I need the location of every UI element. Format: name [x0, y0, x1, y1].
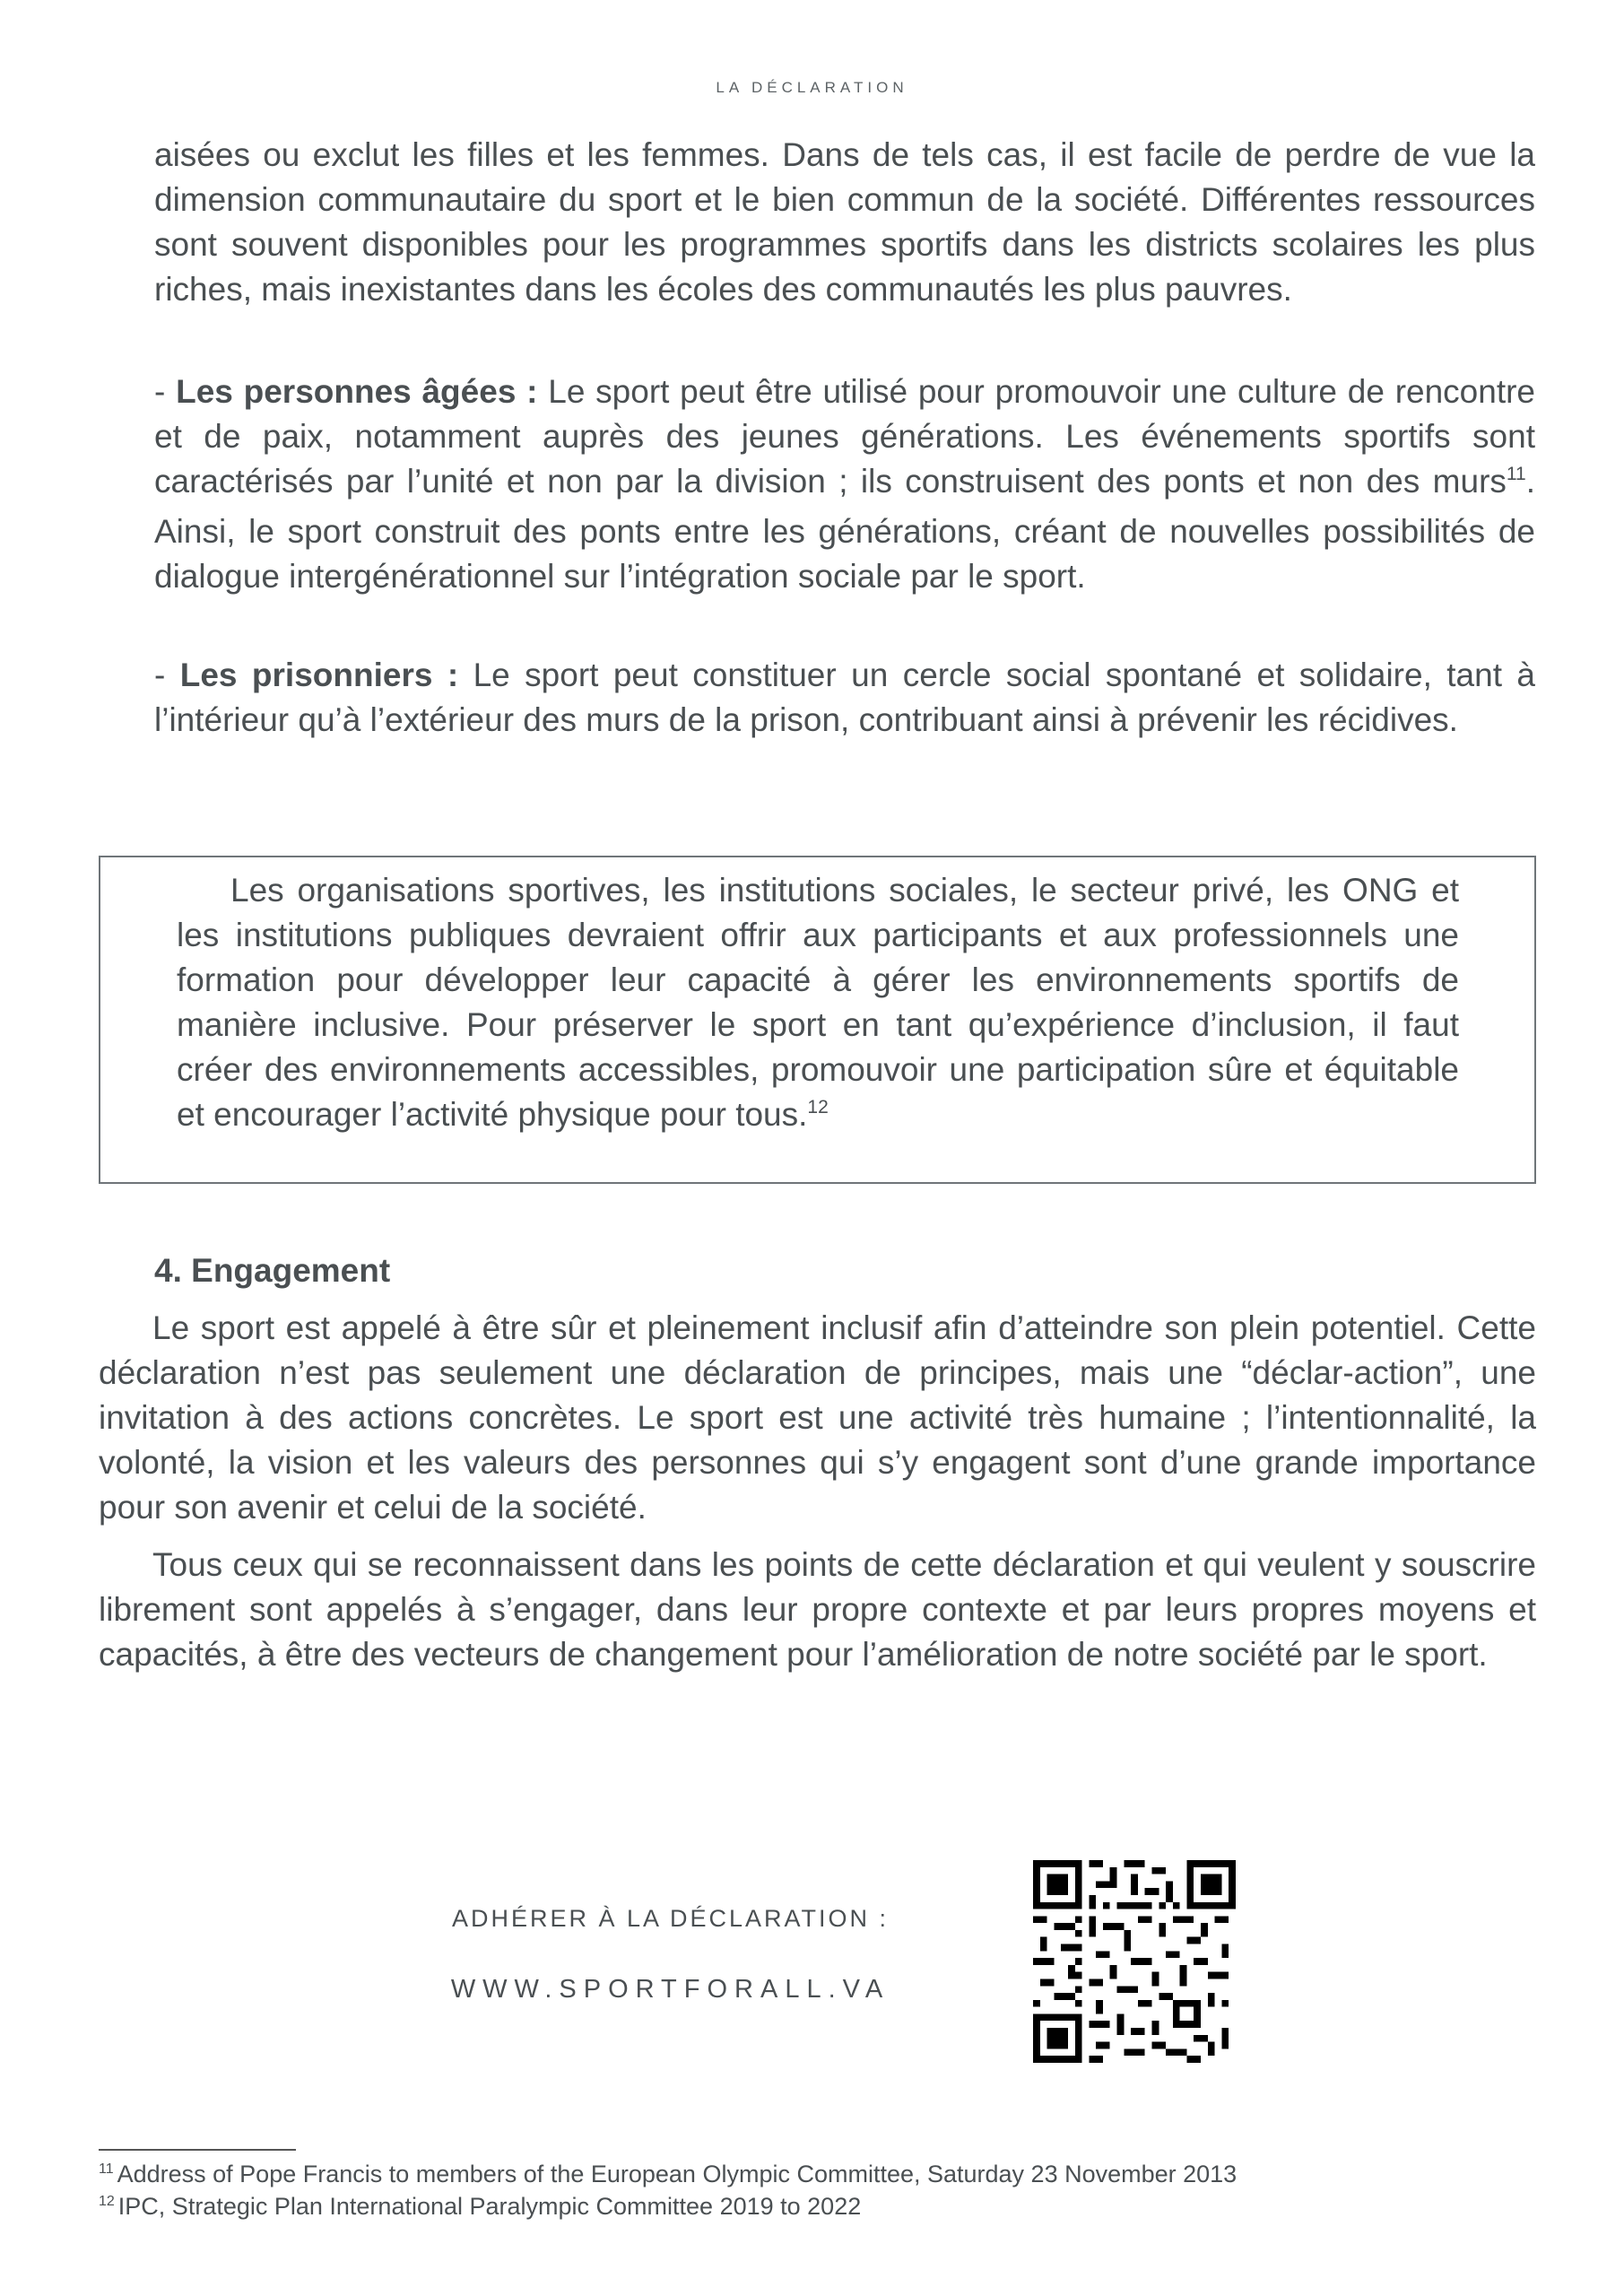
footnote-ref-11[interactable]: 11 [1506, 464, 1526, 484]
bullet-dash: - [154, 657, 180, 693]
label-prisoners: Les prisonniers : [179, 657, 459, 693]
paragraph-elderly [154, 370, 1535, 599]
paragraph-prisoners [154, 653, 1535, 743]
footnote-number: 12 [99, 2194, 115, 2209]
engagement-paragraph-2: Tous ceux qui se reconnaissent dans les points de cette déclaration et qui veulent y souscrire librement sont appelés à s’engager, dans leur propre contexte et par leurs propres moyens et capacités, à être des vecteurs de changement pour l’amélioration de notre société par le sport. [99, 1546, 1536, 1673]
footnote-text: IPC, Strategic Plan International Paralympic Committee 2019 to 2022 [117, 2193, 862, 2220]
qr-code-icon[interactable] [1033, 1860, 1236, 2063]
quote-text [177, 868, 1459, 1143]
bullet-dash: - [154, 373, 177, 410]
elderly-text-continued: . Ainsi, le sport construit des ponts entre les générations, créant de nouvelles possibilités de dialogue intergénérationnel sur l’intégration sociale par le sport. [154, 463, 1535, 595]
engagement-paragraph-1: Le sport est appelé à être sûr et pleinement inclusif afin d’atteindre son plein potentiel. Cette déclaration n’est pas seulement une déclaration de principes, mais une “déclar-action”, une invitation à des actions concrètes. Le sport est une activité très humaine ; l’intentionnalité, la volonté, la vision et les valeurs des personnes qui s’y engagent sont d’une grande importance pour son avenir et celui de la société. [99, 1309, 1536, 1526]
label-elderly: Les personnes âgées : [176, 373, 538, 410]
footnote-ref-12[interactable]: 12 [807, 1097, 829, 1118]
section-heading: 4. Engagement [154, 1252, 391, 1289]
prisoners-text: Le sport peut constituer un cercle social spontané et solidaire, tant à l’intérieur qu’à l’extérieur des murs de la prison, contribuant ainsi à prévenir les récidives. [154, 657, 1535, 738]
footnote-12 [99, 2190, 861, 2227]
footnote-text: Address of Pope Francis to members of the European Olympic Committee, Saturday 23 November 2013 [117, 2161, 1238, 2187]
adhere-label: ADHÉRER À LA DÉCLARATION : [451, 1905, 890, 1932]
quote-body: Les organisations sportives, les institutions sociales, le secteur privé, les ONG et les institutions publiques devraient offrir aux participants et aux professionnels une formation pour développer leur capacité à gérer les environnements sportifs de manière inclusive. Pour préserver le sport en tant qu’expérience d’inclusion, il faut créer des environnements accessibles, promouvoir une participation sûre et équitable et encourager l’activité physique pour tous. [177, 872, 1459, 1133]
adhere-url-link[interactable]: WWW.SPORTFORALL.VA [450, 1975, 890, 2004]
paragraph-1: aisées ou exclut les filles et les femmes. Dans de tels cas, il est facile de perdre de vue la dimension communautaire du sport et le bien commun de la société. Différentes ressources sont souvent disponibles pour les programmes sportifs dans les districts scolaires les plus riches, mais inexistantes dans les écoles des communautés les plus pauvres. [154, 136, 1535, 308]
footnote-number: 11 [99, 2161, 114, 2177]
footnote-divider [99, 2149, 296, 2151]
running-head: LA DÉCLARATION [716, 79, 908, 96]
footnote-11 [99, 2158, 1237, 2195]
elderly-text: Le sport peut être utilisé pour promouvoir une culture de rencontre et de paix, notamment auprès des jeunes générations. Les événements sportifs sont caractérisés par l’unité et non par la division ; ils construisent des ponts et non des murs [154, 373, 1536, 500]
